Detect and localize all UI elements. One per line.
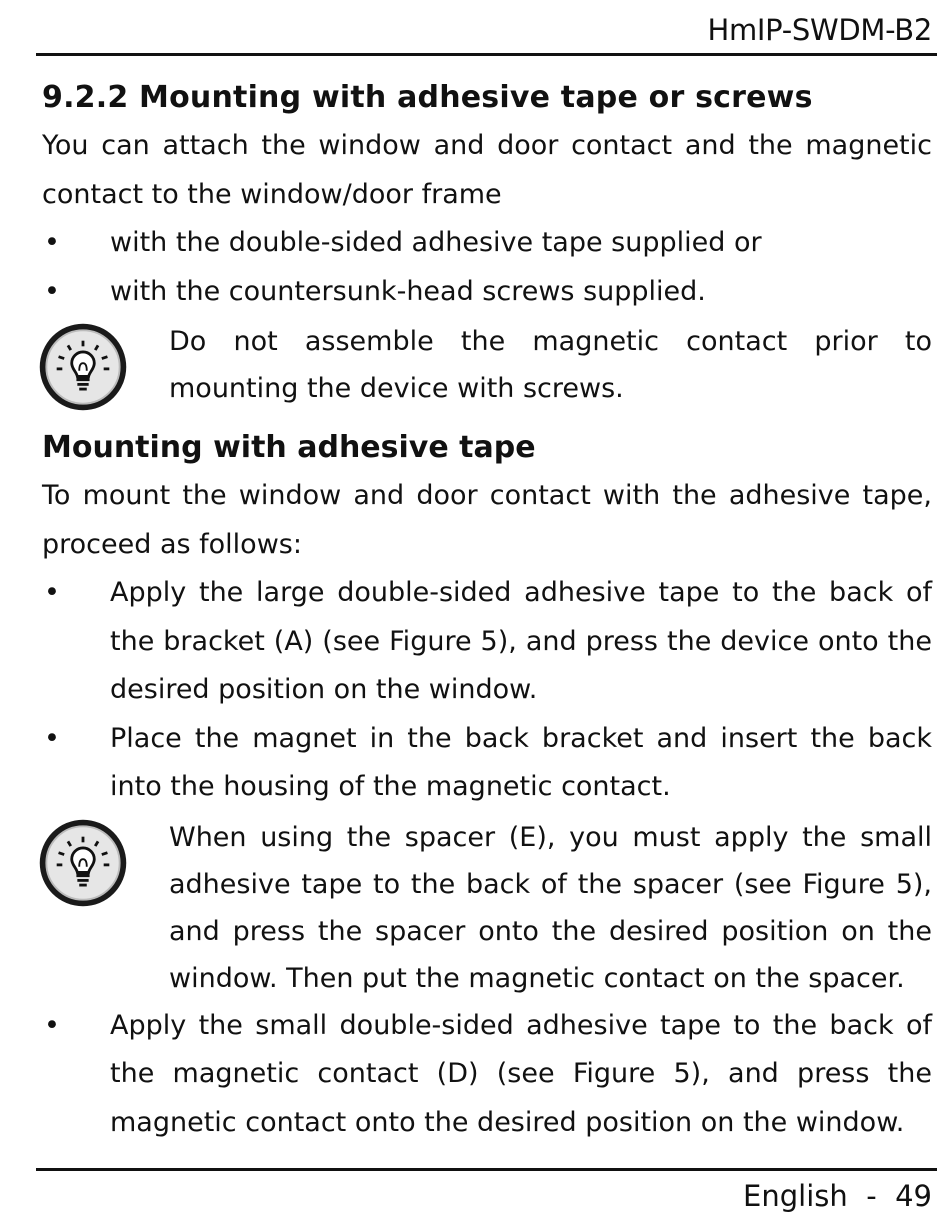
lightbulb-icon: [36, 816, 130, 910]
list-item-text: Place the magnet in the back bracket and insert the back into the housing of the magnetic contact.: [110, 722, 932, 802]
list-item-text: Apply the large double-sided adhesive tape to the back of the bracket (A) (see Figure 5), and press the device onto the desired position on the window.: [110, 577, 932, 705]
bullet-icon: •: [44, 577, 60, 608]
list-item: [42, 1002, 932, 1148]
list-item: [42, 715, 932, 812]
steps-list-continued: [42, 1002, 932, 1148]
list-item: [42, 268, 932, 317]
tip-note: [42, 318, 932, 412]
header-rule: [36, 53, 937, 56]
subsection-title: Mounting with adhesive tape: [42, 430, 536, 465]
mounting-options-list: [42, 219, 932, 316]
page-content: [42, 74, 932, 1147]
steps-list: [42, 569, 932, 812]
section-title: 9.2.2 Mounting with adhesive tape or screws: [42, 80, 813, 115]
tip-note: [42, 814, 932, 1002]
tip-text: When using the spacer (E), you must apply the small adhesive tape to the back of the spacer (see Figure 5), and press the spacer onto the desired position on the window. Then put the magnetic contact on the spacer.: [169, 821, 932, 994]
list-item: [42, 569, 932, 715]
tip-text: Do not assemble the magnetic contact prior to mounting the device with screws.: [169, 326, 932, 404]
bullet-icon: •: [44, 722, 60, 754]
list-item-text: with the countersunk-head screws supplied.: [110, 275, 706, 307]
list-item-text: with the double-sided adhesive tape supplied or: [110, 227, 762, 258]
lightbulb-icon: [36, 320, 130, 414]
list-item-text: Apply the small double-sided adhesive tape to the back of the magnetic contact (D) (see Figure 5), and press the magnetic contact onto the desired position on the window.: [110, 1009, 932, 1138]
bullet-icon: •: [44, 1009, 60, 1041]
page-number: [743, 1178, 932, 1214]
footer-label: English - 49: [743, 1179, 932, 1213]
header-model: HmIP-SWDM-B2: [707, 13, 932, 47]
subsection-intro: To mount the window and door contact with the adhesive tape, proceed as follows:: [42, 480, 932, 560]
footer-rule: [36, 1168, 937, 1171]
list-item: [42, 219, 932, 268]
section-intro: You can attach the window and door contact and the magnetic contact to the window/door frame: [42, 130, 932, 210]
bullet-icon: •: [44, 275, 60, 307]
bullet-icon: •: [44, 227, 60, 258]
